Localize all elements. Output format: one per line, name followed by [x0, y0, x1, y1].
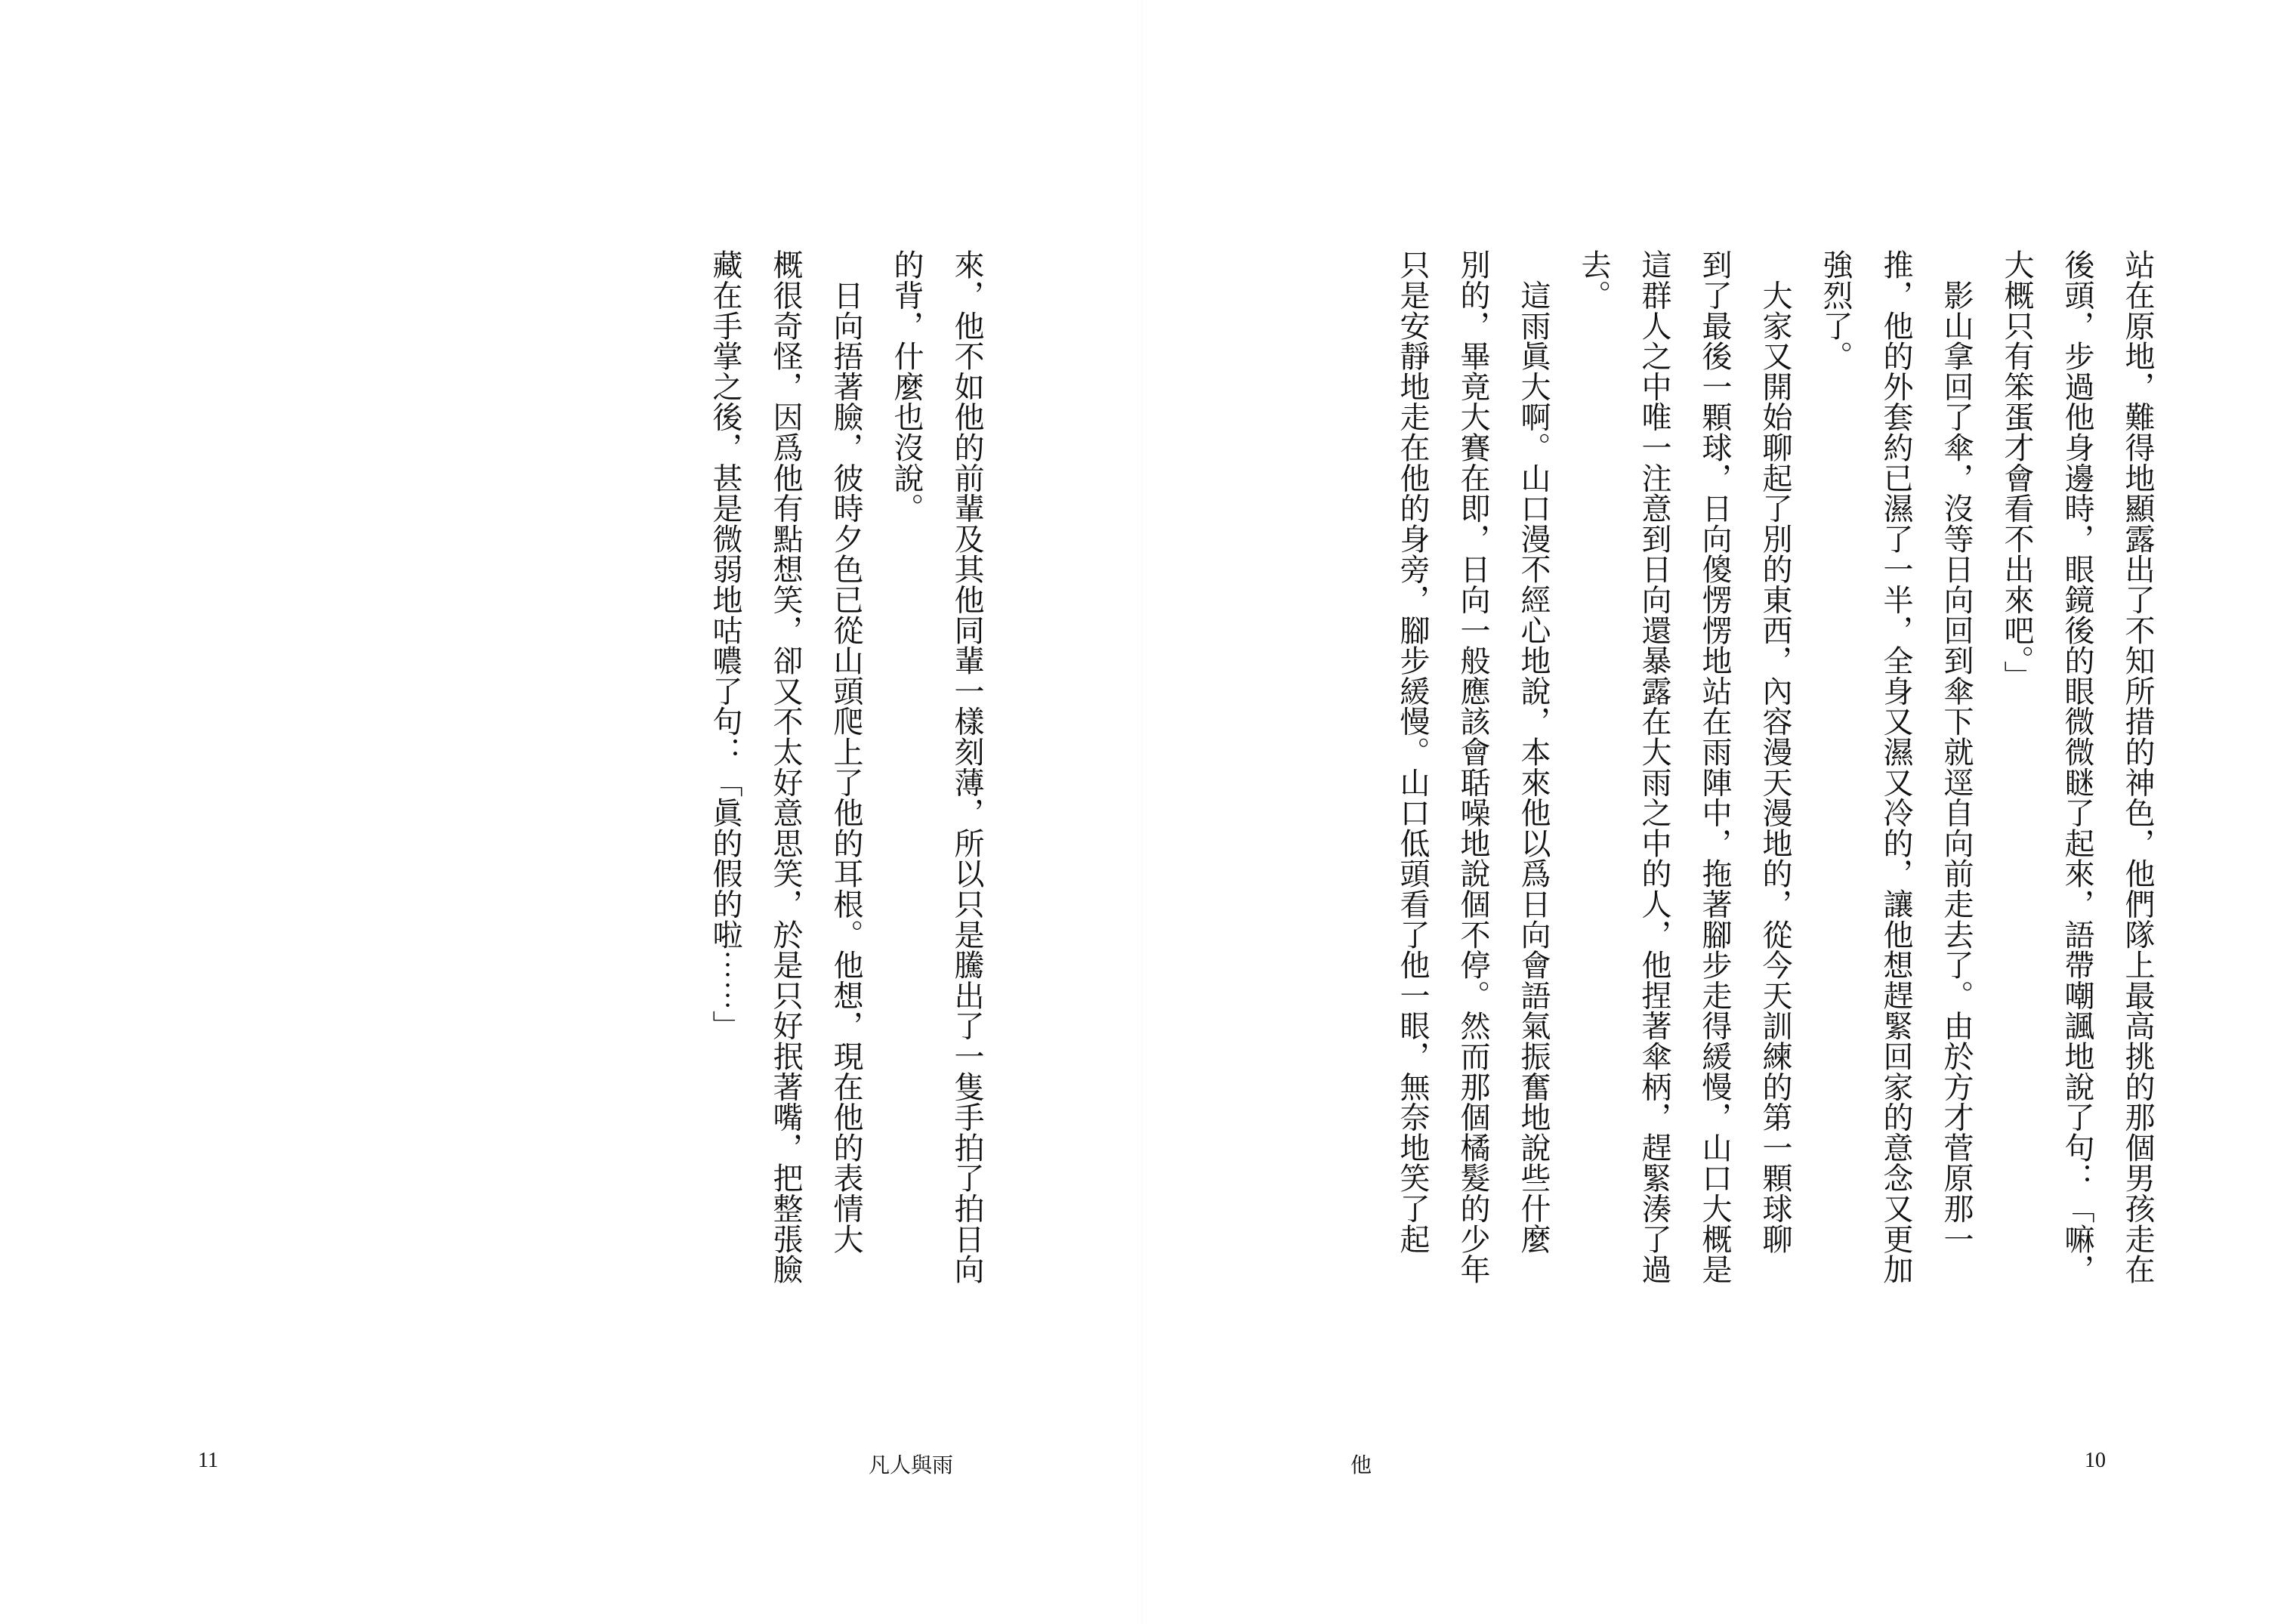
text-column: 大概只有笨蛋才會看不出來吧。」: [1999, 249, 2034, 691]
right-page: [1142, 0, 2284, 1624]
text-column: 影山拿回了傘，沒等日向回到傘下就逕自向前走去了。由於方才菅原那一: [1939, 249, 1974, 1254]
text-column: 強烈了。: [1818, 249, 1853, 372]
text-column: 去。: [1576, 249, 1611, 310]
text-column: 藏在手掌之後，甚是微弱地咕噥了句：「眞的假的啦⋯⋯」: [708, 249, 742, 1041]
text-column: 站在原地，難得地顯露出了不知所措的神色，他們隊上最高挑的那個男孩走在: [2120, 249, 2155, 1285]
text-column: 後頭，步過他身邊時，眼鏡後的眼微微瞇了起來，語帶嘲諷地說了句：「嘛，: [2060, 249, 2094, 1285]
running-head: 凡人與雨: [869, 1453, 954, 1477]
page-number: 11: [198, 1449, 218, 1472]
text-column: 大家又開始聊起了別的東西，內容漫天漫地的，從今天訓練的第一顆球聊: [1758, 249, 1792, 1254]
text-column: 到了最後一顆球，日向傻愣愣地站在雨陣中，拖著腳步走得緩慢，山口大概是: [1697, 249, 1732, 1285]
text-column: 的背，什麼也沒說。: [889, 249, 924, 523]
text-column: 來，他不如他的前輩及其他同輩一樣刻薄，所以只是騰出了一隻手拍了拍日向: [949, 249, 984, 1285]
text-column: 只是安靜地走在他的身旁，腳步緩慢。山口低頭看了他一眼，無奈地笑了起: [1395, 249, 1430, 1254]
text-column: 這群人之中唯一注意到日向還暴露在大雨之中的人，他捏著傘柄，趕緊湊了過: [1637, 249, 1671, 1285]
text-column: 日向捂著臉，彼時夕色已從山頭爬上了他的耳根。他想，現在他的表情大: [829, 249, 863, 1254]
text-column: 別的，畢竟大賽在即，日向一般應該會聒噪地說個不停。然而那個橘髮的少年: [1455, 249, 1490, 1285]
text-column: 概很奇怪，因爲他有點想笑，卻又不太好意思笑，於是只好抿著嘴，把整張臉: [768, 249, 803, 1285]
text-column: 推，他的外套約已濕了一半，全身又濕又冷的，讓他想趕緊回家的意念又更加: [1878, 249, 1913, 1285]
text-column: 這雨眞大啊。山口漫不經心地說，本來他以爲日向會語氣振奮地說些什麼: [1516, 249, 1551, 1254]
page-number: 10: [2085, 1449, 2106, 1472]
running-head: 他: [1350, 1453, 1372, 1477]
